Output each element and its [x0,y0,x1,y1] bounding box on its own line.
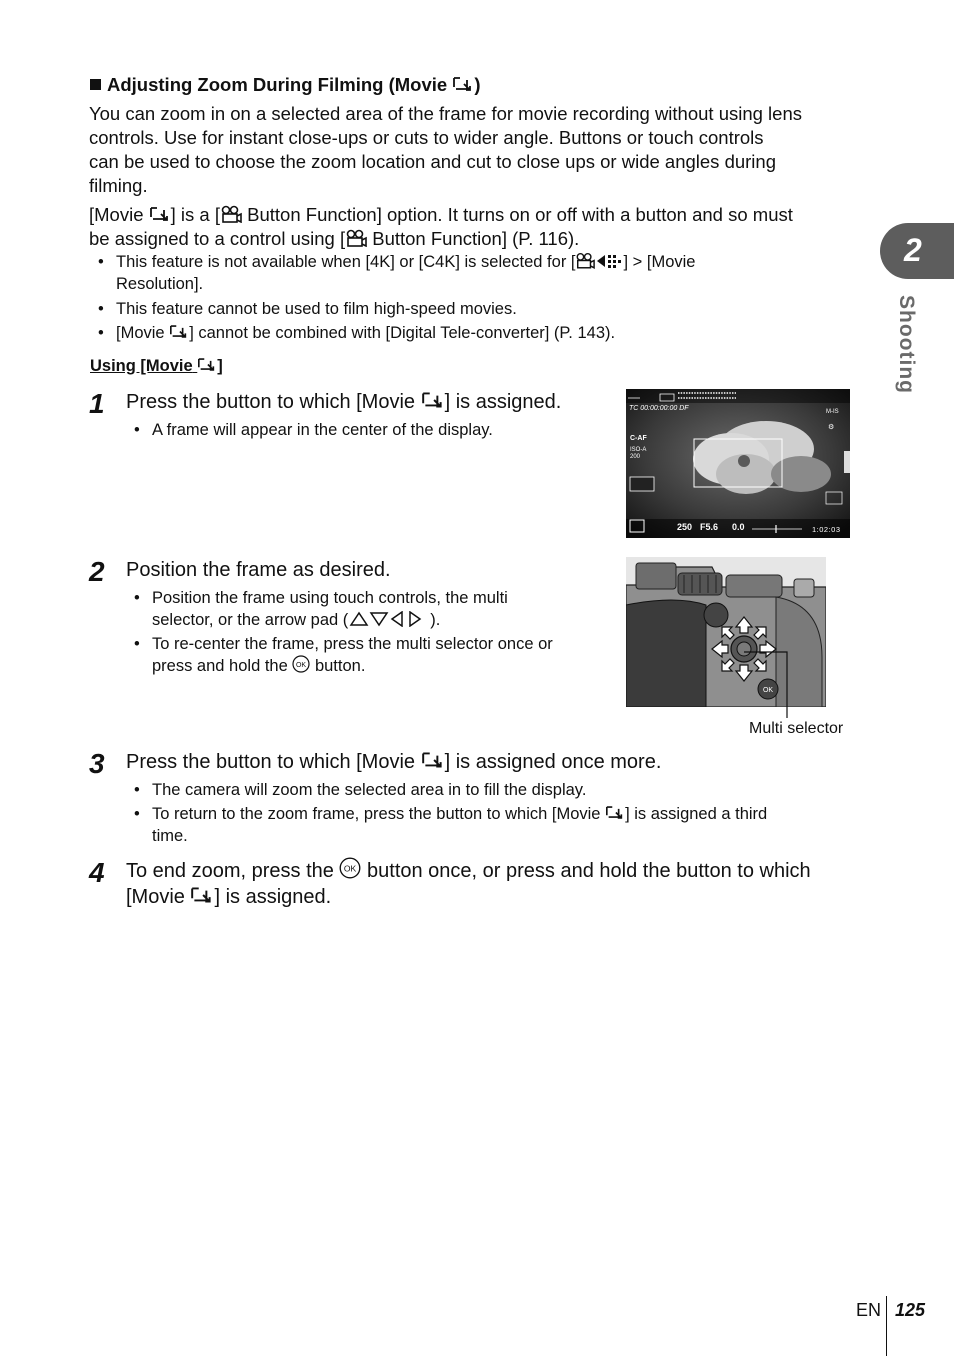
step-bullet: • A frame will appear in the center of the display. [134,421,493,439]
af-mode-readout: C-AF [630,435,647,442]
movie-zoom-icon [169,323,189,340]
timecode-readout: TC 00:00:00:00 DF [629,405,689,412]
step-title: Press the button to which [Movie ] is assigned. [126,391,562,413]
svg-text:⚙: ⚙ [828,424,835,431]
note-bullet: • [Movie ] cannot be combined with [Digital Tele-converter] (P. 143). [98,324,616,342]
note-bullet: • This feature cannot be used to film high-speed movies. [98,300,517,318]
footer-divider [886,1296,887,1356]
callout-line [740,640,800,720]
step-bullet: • The camera will zoom the selected area in to fill the display. [134,781,587,799]
aperture-readout: F5.6 [700,522,719,532]
camera-screen-illustration [626,389,850,538]
square-bullet-icon [90,79,101,90]
svg-text:OK: OK [344,863,357,874]
remaining-time-readout: 1:02:03 [812,525,841,534]
step-number: 4 [89,857,105,888]
ok-button-icon [339,857,361,879]
intro-line: controls. Use for instant close-ups or cuts to wider angle. Buttons or touch controls [89,127,764,148]
iso-readout: ISO-A 200 [630,447,647,460]
exposure-readout: 0.0 [732,522,745,532]
step-bullet: • Position the frame using touch controls, the multi selector, or the arrow pad ( ). [134,589,508,629]
subheading-using: Using [Movie ] [90,357,223,375]
movie-zoom-icon [149,205,171,223]
ok-button-icon [292,655,310,673]
intro-line: can be used to choose the zoom location and cut to close ups or wide angles during [89,151,776,172]
movie-zoom-icon [421,750,445,770]
movie-zoom-icon [452,75,474,93]
step-bullet: • To re-center the frame, press the multi selector once or press and hold the OK button. [134,635,553,675]
resolution-icon [595,253,623,269]
step-number: 3 [89,748,105,779]
movie-camera-icon [345,229,367,247]
step-title: Position the frame as desired. [126,559,391,581]
chapter-label: Shooting [895,295,918,394]
function-paragraph: [Movie ] is a [ Button Function] option. It turns on or off with a button and so must be assigned to a control using [ Button Function] (P. 116). [89,204,793,249]
section-heading: Adjusting Zoom During Filming (Movie ) [90,74,480,96]
intro-paragraph [89,102,859,198]
movie-zoom-icon [190,885,214,905]
svg-text:M-IS: M-IS [826,409,839,415]
movie-zoom-icon [605,804,625,821]
step-bullet: • To return to the zoom frame, press the button to which [Movie ] is assigned a third time. [134,805,768,845]
step-number: 1 [89,388,105,419]
svg-text:OK: OK [296,662,307,669]
footer-language: EN [856,1300,882,1320]
shutter-readout: 250 [677,522,693,532]
intro-line: filming. [89,175,148,196]
note-bullet: • This feature is not available when [4K] or [C4K] is selected for [ ] > [Movie Resolution]. [98,253,696,293]
step-title: To end zoom, press the OK button once, or press and hold the button to which [Movie ] is assigned. [126,857,866,910]
intro-line: You can zoom in on a selected area of the frame for movie recording without using lens [89,103,802,124]
svg-text:OK: OK [762,687,774,694]
movie-camera-icon [575,252,595,269]
movie-zoom-icon [421,390,445,410]
movie-camera-icon [220,205,242,223]
callout-label: Multi selector [749,720,844,737]
chapter-tab: 2 [880,223,954,279]
step-title: Press the button to which [Movie ] is assigned once more. [126,751,662,773]
movie-zoom-icon [197,356,217,373]
arrow-pad-icons [348,611,430,627]
page-number: 125 [895,1300,926,1320]
step-number: 2 [89,556,105,587]
